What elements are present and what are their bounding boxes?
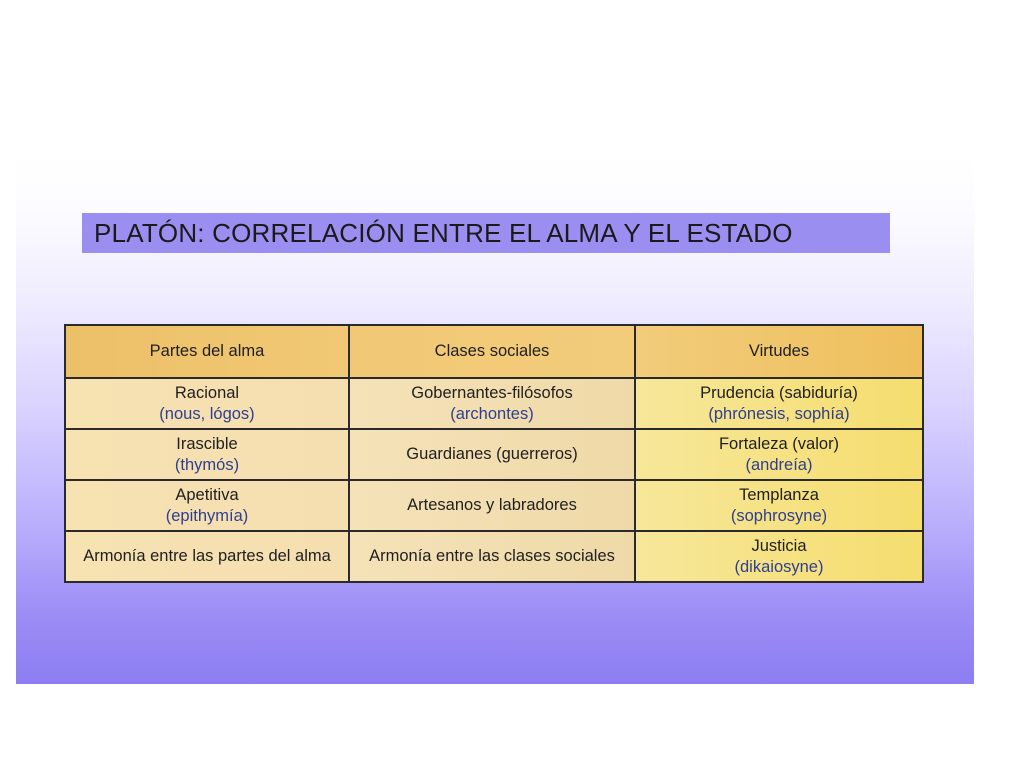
table-header-row <box>65 325 923 378</box>
cell-greek-term: (nous, lógos) <box>159 404 255 423</box>
cell-main-text: Guardianes (guerreros) <box>406 445 578 463</box>
correlation-table <box>64 324 924 583</box>
cell-virtud <box>635 531 923 582</box>
cell-virtud <box>635 480 923 531</box>
cell-main-text: Justicia <box>751 536 807 555</box>
cell-main-text: Armonía entre las clases sociales <box>369 547 615 565</box>
cell-clase <box>349 480 635 531</box>
cell-greek-term: (sophrosyne) <box>730 506 828 525</box>
cell-main-text: Armonía entre las partes del alma <box>83 547 331 565</box>
cell-main-text: Gobernantes-filósofos <box>411 383 573 402</box>
cell-clase <box>349 429 635 480</box>
cell-main-text: Racional <box>174 383 240 402</box>
header-partes-del-alma: Partes del alma <box>65 325 349 378</box>
cell-greek-term: (epithymía) <box>165 506 249 525</box>
slide <box>16 157 974 684</box>
table-row <box>65 531 923 582</box>
cell-clase <box>349 378 635 429</box>
header-virtudes: Virtudes <box>635 325 923 378</box>
cell-main-text: Templanza <box>739 485 819 504</box>
cell-main-text: Fortaleza (valor) <box>718 434 840 453</box>
cell-main-text: Apetitiva <box>175 485 239 504</box>
cell-clase <box>349 531 635 582</box>
slide-title: PLATÓN: CORRELACIÓN ENTRE EL ALMA Y EL ESTADO <box>82 213 890 253</box>
cell-alma <box>65 429 349 480</box>
cell-greek-term: (dikaiosyne) <box>734 557 824 576</box>
cell-alma <box>65 480 349 531</box>
cell-virtud <box>635 378 923 429</box>
cell-greek-term: (phrónesis, sophía) <box>708 404 850 423</box>
cell-alma <box>65 531 349 582</box>
cell-alma <box>65 378 349 429</box>
cell-greek-term: (archontes) <box>450 404 534 423</box>
cell-main-text: Artesanos y labradores <box>407 496 577 514</box>
table-row <box>65 480 923 531</box>
cell-greek-term: (thymós) <box>174 455 240 474</box>
cell-virtud <box>635 429 923 480</box>
cell-greek-term: (andreía) <box>745 455 813 474</box>
cell-main-text: Irascible <box>176 434 238 453</box>
table-row <box>65 378 923 429</box>
cell-main-text: Prudencia (sabiduría) <box>700 383 858 402</box>
header-clases-sociales: Clases sociales <box>349 325 635 378</box>
table-row <box>65 429 923 480</box>
